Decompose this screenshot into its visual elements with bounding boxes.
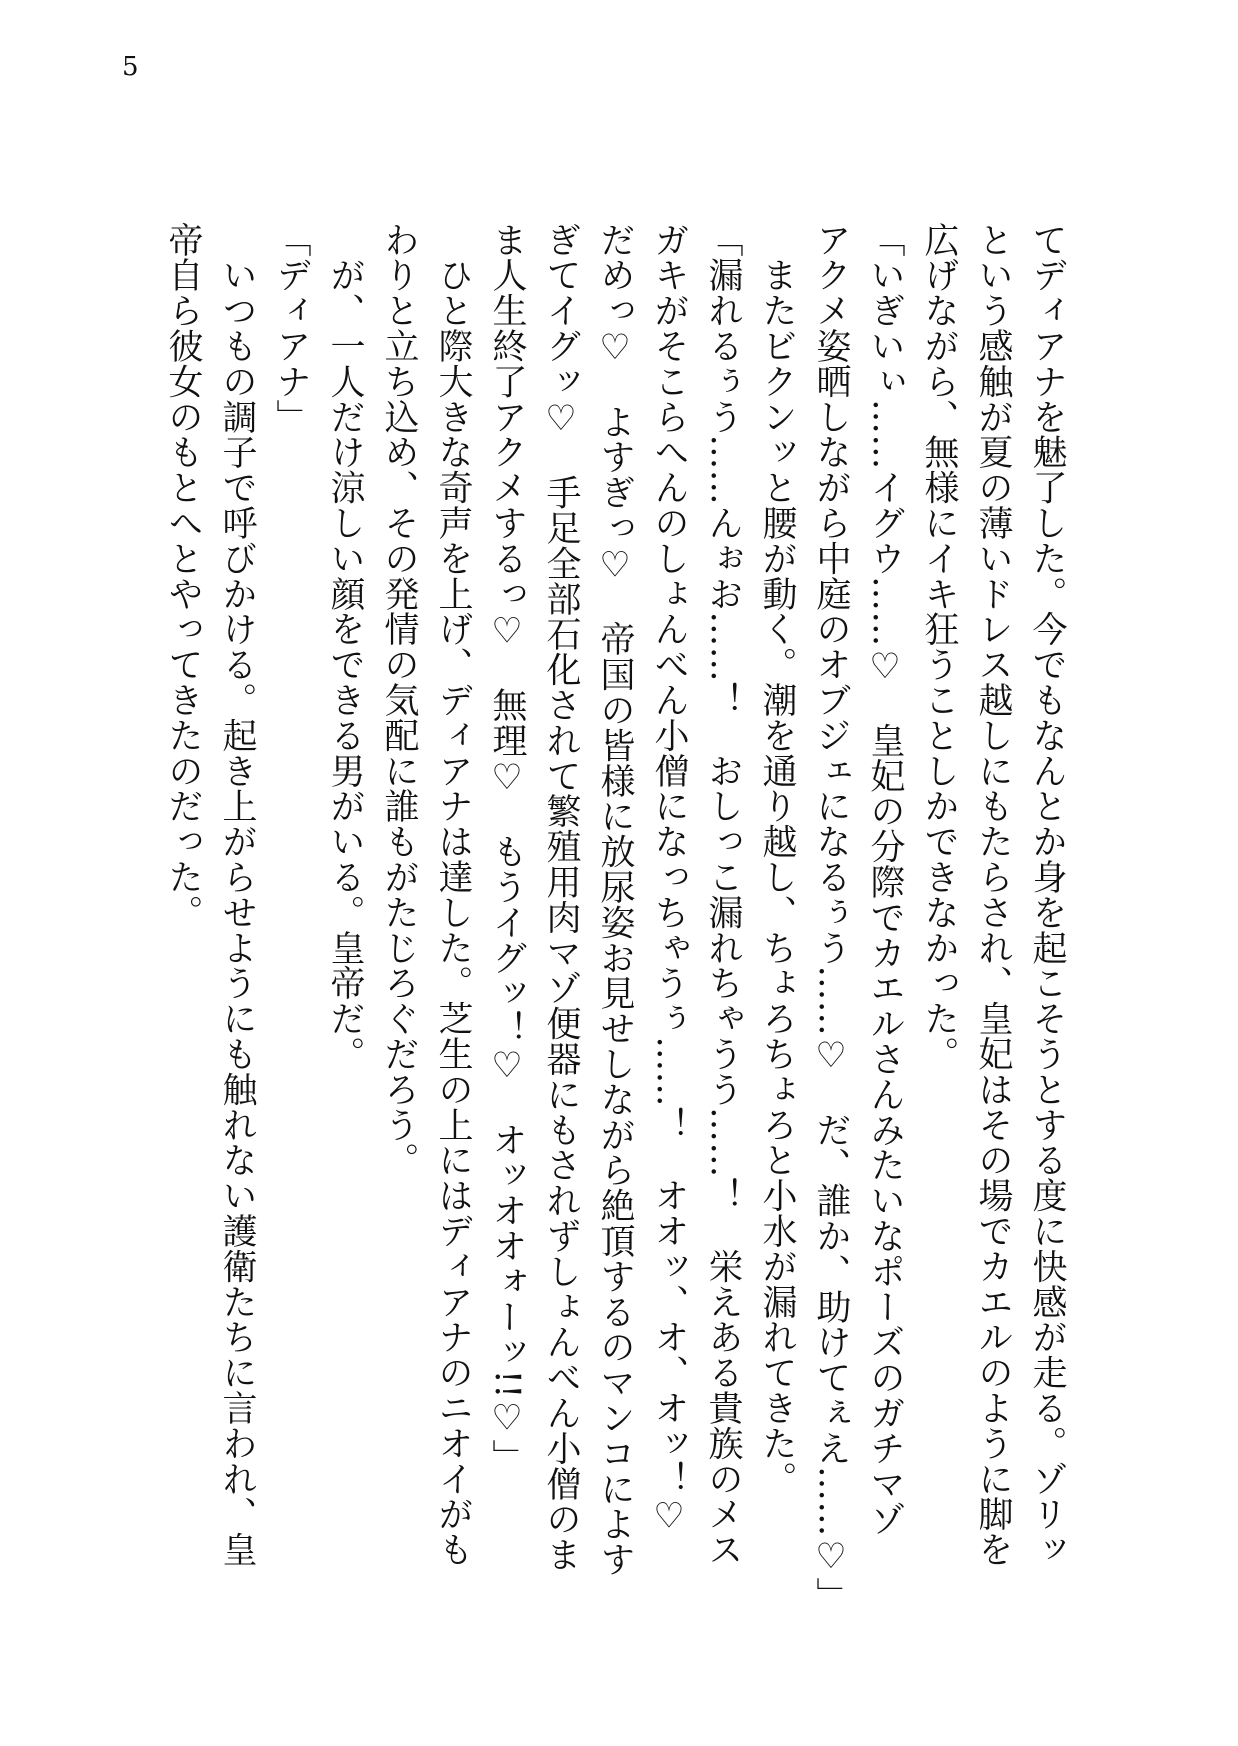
text-line: アクメ姿晒しながら中庭のオブジェになるぅう……♡ だ、誰か、助けてぇえ……♡」 bbox=[811, 222, 851, 1613]
text-line: 帝自ら彼女のもとへとやってきたのだった。 bbox=[163, 222, 203, 930]
text-line: いつもの調子で呼びかける。起き上がらせようにも触れない護衛たちに言われ、皇 bbox=[217, 222, 257, 1568]
text-line: だめっ♡ よすぎっ♡ 帝国の皆様に放尿姿お見せしながら絶頂するのマンコによす bbox=[595, 222, 635, 1578]
text-line: 広げながら、無様にイキ狂うことしかできなかった。 bbox=[919, 222, 959, 1072]
text-line: ま人生終了アクメするっ♡ 無理♡ もうイグッ！♡ オッオオォーッ!!♡」 bbox=[487, 222, 527, 1475]
text-line: 「ディアナ」 bbox=[271, 222, 311, 435]
text-line: という感触が夏の薄いドレス越しにもたらされ、皇妃はその場でカエルのように脚を bbox=[973, 222, 1013, 1568]
text-line: てディアナを魅了した。今でもなんとか身を起こそうとする度に快感が走る。ゾリッ bbox=[1027, 222, 1067, 1568]
text-line: ぎてイグッ♡ 手足全部石化されて繁殖用肉マゾ便器にもされずしょんべん小僧のま bbox=[541, 222, 581, 1573]
text-line: が、一人だけ涼しい顔をできる男がいる。皇帝だ。 bbox=[325, 222, 365, 1072]
body-text bbox=[156, 222, 1074, 1613]
text-line: ひと際大きな奇声を上げ、ディアナは達した。芝生の上にはディアナのニオイがも bbox=[433, 222, 473, 1568]
text-line: 「漏れるぅう……んぉお……！ おしっこ漏れちゃうう……！ 栄えある貴族のメス bbox=[703, 222, 743, 1568]
text-line: ガキがそこらへんのしょんべん小僧になっちゃうぅ……！ オオッ、オ、オッ！♡ bbox=[649, 222, 689, 1537]
text-line: わりと立ち込め、その発情の気配に誰もがたじろぐだろう。 bbox=[379, 222, 419, 1178]
page-number: 5 bbox=[122, 52, 139, 82]
text-line: またビクンッと腰が動く。潮を通り越し、ちょろちょろと小水が漏れてきた。 bbox=[757, 222, 797, 1497]
text-line: 「いぎいぃ……イグウ……♡ 皇妃の分際でカエルさんみたいなポーズのガチマゾ bbox=[865, 222, 905, 1537]
